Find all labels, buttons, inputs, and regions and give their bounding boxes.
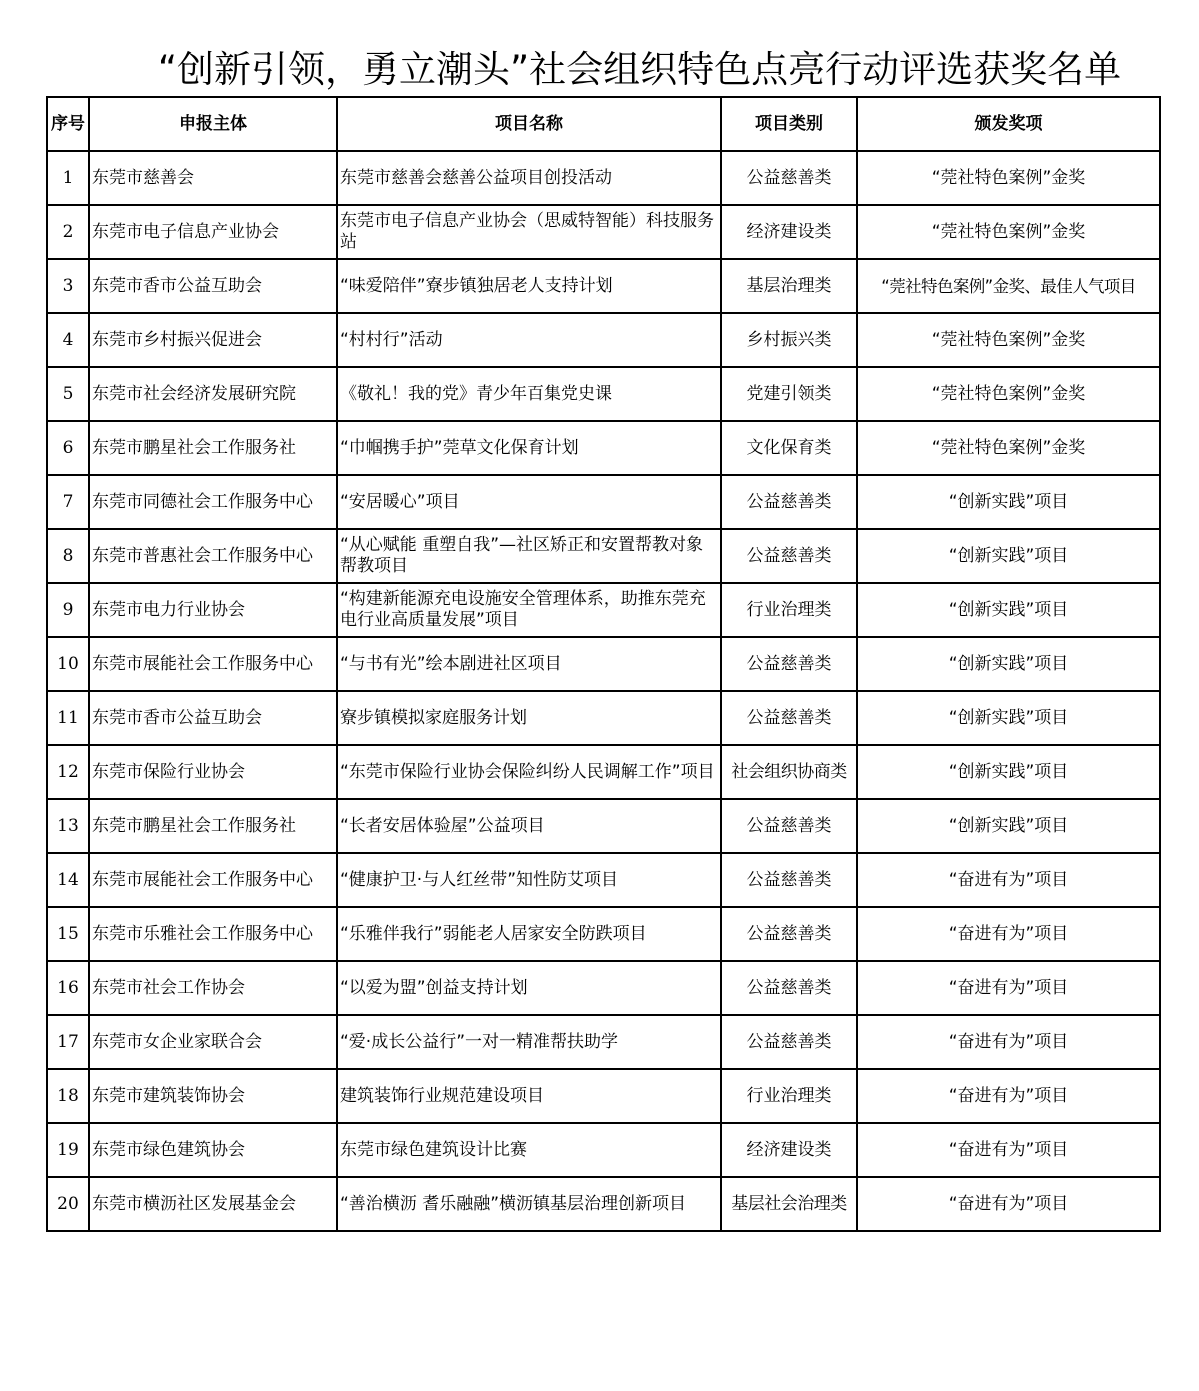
row-award: “创新实践”项目 [857, 637, 1160, 691]
row-category: 公益慈善类 [721, 799, 857, 853]
table-row [47, 313, 1160, 367]
row-project-name: “从心赋能 重塑自我”—社区矫正和安置帮教对象帮教项目 [337, 529, 721, 583]
page-title: “创新引领，勇立潮头”社会组织特色点亮行动评选获奖名单 [157, 48, 1122, 91]
row-award: “创新实践”项目 [857, 475, 1160, 529]
row-category: 公益慈善类 [721, 691, 857, 745]
row-organization: 东莞市保险行业协会 [89, 745, 337, 799]
row-project-name: “构建新能源充电设施安全管理体系，助推东莞充电行业高质量发展”项目 [337, 583, 721, 637]
row-award: “创新实践”项目 [857, 691, 1160, 745]
header-org: 申报主体 [89, 97, 337, 151]
table-row [47, 151, 1160, 205]
table-row [47, 205, 1160, 259]
row-organization: 东莞市横沥社区发展基金会 [89, 1177, 337, 1231]
row-project-name: “长者安居体验屋”公益项目 [337, 799, 721, 853]
row-number: 4 [47, 313, 89, 367]
row-category: 公益慈善类 [721, 907, 857, 961]
row-category: 行业治理类 [721, 1069, 857, 1123]
table-row [47, 1123, 1160, 1177]
table-row [47, 1177, 1160, 1231]
row-award: “奋进有为”项目 [857, 1069, 1160, 1123]
row-organization: 东莞市展能社会工作服务中心 [89, 637, 337, 691]
header-no: 序号 [47, 97, 89, 151]
row-project-name: “安居暖心”项目 [337, 475, 721, 529]
table-row [47, 745, 1160, 799]
row-award: “莞社特色案例”金奖 [857, 367, 1160, 421]
row-number: 10 [47, 637, 89, 691]
row-project-name: “味爱陪伴”寮步镇独居老人支持计划 [337, 259, 721, 313]
row-award: “莞社特色案例”金奖、最佳人气项目 [857, 259, 1160, 313]
row-number: 20 [47, 1177, 89, 1231]
row-project-name: “乐雅伴我行”弱能老人居家安全防跌项目 [337, 907, 721, 961]
row-project-name: 寮步镇模拟家庭服务计划 [337, 691, 721, 745]
row-organization: 东莞市乐雅社会工作服务中心 [89, 907, 337, 961]
row-category: 基层社会治理类 [721, 1177, 857, 1231]
row-number: 11 [47, 691, 89, 745]
row-award: “莞社特色案例”金奖 [857, 313, 1160, 367]
row-project-name: 《敬礼！我的党》青少年百集党史课 [337, 367, 721, 421]
row-award: “奋进有为”项目 [857, 1015, 1160, 1069]
row-award: “创新实践”项目 [857, 529, 1160, 583]
row-category: 经济建设类 [721, 205, 857, 259]
table-row [47, 961, 1160, 1015]
row-award: “奋进有为”项目 [857, 1177, 1160, 1231]
row-project-name: “东莞市保险行业协会保险纠纷人民调解工作”项目 [337, 745, 721, 799]
row-organization: 东莞市电子信息产业协会 [89, 205, 337, 259]
award-table [46, 96, 1161, 1232]
row-number: 7 [47, 475, 89, 529]
row-number: 6 [47, 421, 89, 475]
row-organization: 东莞市慈善会 [89, 151, 337, 205]
row-category: 公益慈善类 [721, 853, 857, 907]
row-number: 1 [47, 151, 89, 205]
row-organization: 东莞市展能社会工作服务中心 [89, 853, 337, 907]
row-project-name: 东莞市电子信息产业协会（思威特智能）科技服务站 [337, 205, 721, 259]
row-project-name: 东莞市慈善会慈善公益项目创投活动 [337, 151, 721, 205]
header-category: 项目类别 [721, 97, 857, 151]
row-award: “奋进有为”项目 [857, 907, 1160, 961]
row-award: “莞社特色案例”金奖 [857, 151, 1160, 205]
header-row [47, 97, 1160, 151]
row-award: “奋进有为”项目 [857, 853, 1160, 907]
header-project: 项目名称 [337, 97, 721, 151]
row-project-name: “村村行”活动 [337, 313, 721, 367]
table-row [47, 799, 1160, 853]
table-row [47, 1069, 1160, 1123]
row-organization: 东莞市建筑装饰协会 [89, 1069, 337, 1123]
row-project-name: “巾帼携手护”莞草文化保育计划 [337, 421, 721, 475]
row-organization: 东莞市社会经济发展研究院 [89, 367, 337, 421]
row-award: “奋进有为”项目 [857, 961, 1160, 1015]
row-project-name: “与书有光”绘本剧进社区项目 [337, 637, 721, 691]
table-row [47, 259, 1160, 313]
row-award: “奋进有为”项目 [857, 1123, 1160, 1177]
row-category: 社会组织协商类 [721, 745, 857, 799]
row-number: 9 [47, 583, 89, 637]
row-project-name: “以爱为盟”创益支持计划 [337, 961, 721, 1015]
row-number: 15 [47, 907, 89, 961]
table-row [47, 529, 1160, 583]
row-award: “创新实践”项目 [857, 745, 1160, 799]
row-number: 16 [47, 961, 89, 1015]
row-project-name: 建筑装饰行业规范建设项目 [337, 1069, 721, 1123]
row-organization: 东莞市香市公益互助会 [89, 259, 337, 313]
table-row [47, 475, 1160, 529]
table-row [47, 637, 1160, 691]
row-organization: 东莞市鹏星社会工作服务社 [89, 799, 337, 853]
row-project-name: 东莞市绿色建筑设计比赛 [337, 1123, 721, 1177]
row-category: 公益慈善类 [721, 1015, 857, 1069]
table-row [47, 907, 1160, 961]
row-category: 公益慈善类 [721, 637, 857, 691]
row-award: “莞社特色案例”金奖 [857, 421, 1160, 475]
header-award: 颁发奖项 [857, 97, 1160, 151]
table-row [47, 853, 1160, 907]
row-organization: 东莞市电力行业协会 [89, 583, 337, 637]
table-header [47, 97, 1160, 151]
row-organization: 东莞市鹏星社会工作服务社 [89, 421, 337, 475]
row-organization: 东莞市香市公益互助会 [89, 691, 337, 745]
row-number: 12 [47, 745, 89, 799]
table-row [47, 691, 1160, 745]
row-category: 基层治理类 [721, 259, 857, 313]
row-category: 公益慈善类 [721, 151, 857, 205]
row-category: 公益慈善类 [721, 475, 857, 529]
table-row [47, 367, 1160, 421]
table-row [47, 421, 1160, 475]
row-number: 18 [47, 1069, 89, 1123]
row-award: “莞社特色案例”金奖 [857, 205, 1160, 259]
row-category: 公益慈善类 [721, 529, 857, 583]
row-organization: 东莞市同德社会工作服务中心 [89, 475, 337, 529]
row-organization: 东莞市普惠社会工作服务中心 [89, 529, 337, 583]
row-number: 17 [47, 1015, 89, 1069]
table-row [47, 583, 1160, 637]
row-organization: 东莞市乡村振兴促进会 [89, 313, 337, 367]
row-number: 2 [47, 205, 89, 259]
row-organization: 东莞市社会工作协会 [89, 961, 337, 1015]
row-project-name: “善治横沥 耆乐融融”横沥镇基层治理创新项目 [337, 1177, 721, 1231]
row-number: 5 [47, 367, 89, 421]
row-number: 19 [47, 1123, 89, 1177]
row-number: 8 [47, 529, 89, 583]
row-project-name: “健康护卫·与人红丝带”知性防艾项目 [337, 853, 721, 907]
row-organization: 东莞市女企业家联合会 [89, 1015, 337, 1069]
row-category: 行业治理类 [721, 583, 857, 637]
row-category: 乡村振兴类 [721, 313, 857, 367]
row-number: 3 [47, 259, 89, 313]
row-award: “创新实践”项目 [857, 583, 1160, 637]
table-row [47, 1015, 1160, 1069]
row-category: 党建引领类 [721, 367, 857, 421]
row-category: 文化保育类 [721, 421, 857, 475]
row-project-name: “爱·成长公益行”一对一精准帮扶助学 [337, 1015, 721, 1069]
row-award: “创新实践”项目 [857, 799, 1160, 853]
row-organization: 东莞市绿色建筑协会 [89, 1123, 337, 1177]
table-body [47, 151, 1160, 1231]
row-category: 经济建设类 [721, 1123, 857, 1177]
row-category: 公益慈善类 [721, 961, 857, 1015]
row-number: 14 [47, 853, 89, 907]
row-number: 13 [47, 799, 89, 853]
